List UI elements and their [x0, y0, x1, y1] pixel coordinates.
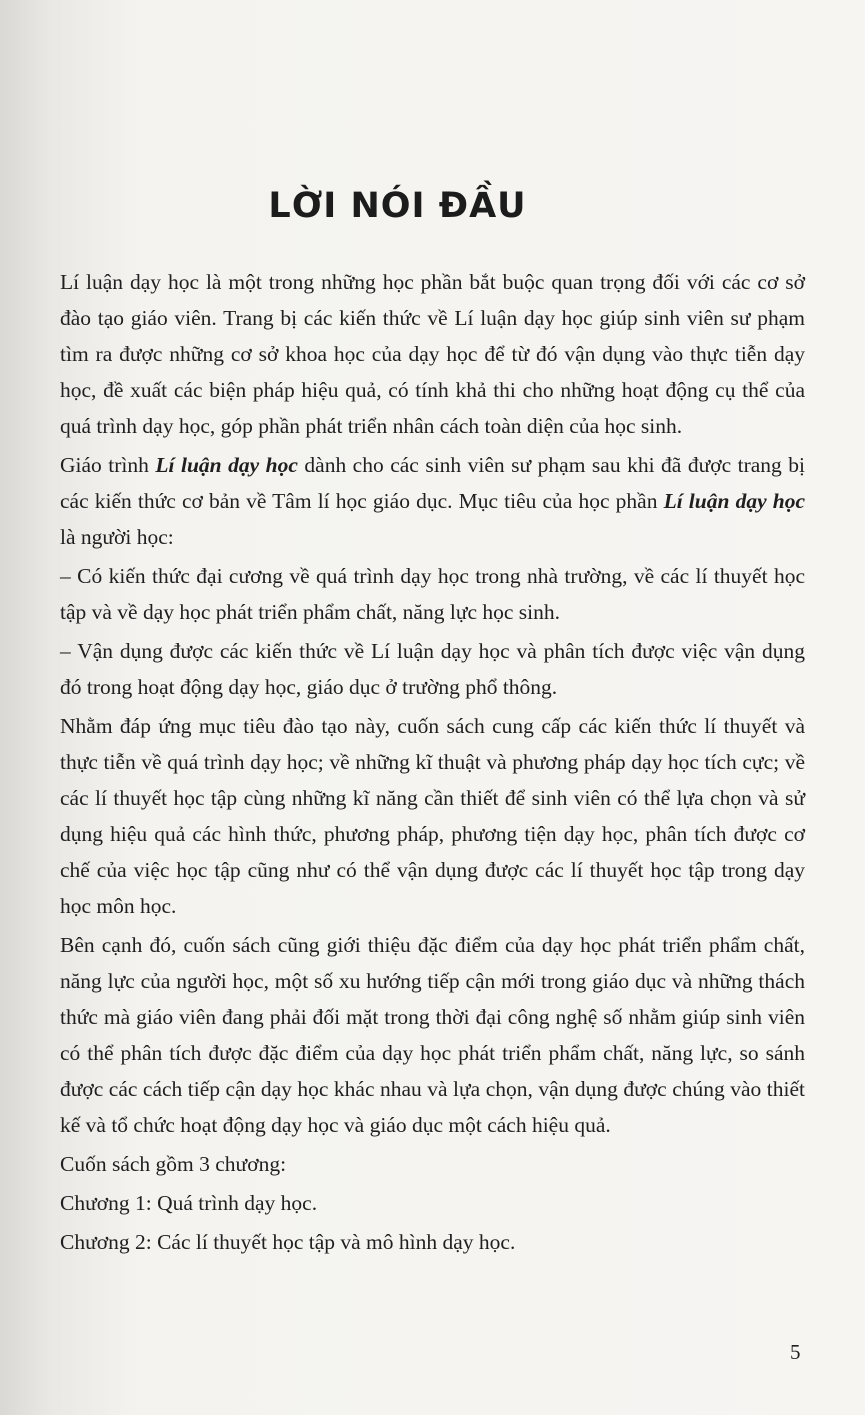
chapter-item-2: Chương 2: Các lí thuyết học tập và mô hình dạy học.	[60, 1230, 516, 1254]
paragraph-textbook	[60, 447, 805, 555]
paragraph-intro: Lí luận dạy học là một trong những học phần bắt buộc quan trọng đối với các cơ sở đào tạo giáo viên. Trang bị các kiến thức về Lí luận dạy học giúp sinh viên sư phạm tìm ra được những cơ sở khoa học của dạy học để từ đó vận dụng vào thực tiễn dạy học, đề xuất các biện pháp hiệu quả, có tính khả thi cho những hoạt động cụ thể của quá trình dạy học, góp phần phát triển nhân cách toàn diện của học sinh.	[60, 270, 805, 438]
page-title: LỜI NÓI ĐẦU	[268, 186, 527, 226]
text-run: là người học:	[60, 525, 174, 549]
body-text	[60, 264, 805, 1263]
page-number: 5	[790, 1340, 801, 1364]
course-title-emphasis: Lí luận dạy học	[663, 489, 805, 513]
text-run: dành cho các sinh viên sư phạm sau khi đã được trang bị các kiến thức cơ bản về Tâm lí học giáo dục. Mục tiêu của học phần	[60, 453, 806, 513]
paragraph-structure: Cuốn sách gồm 3 chương:	[60, 1152, 287, 1176]
paragraph-features: Bên cạnh đó, cuốn sách cũng giới thiệu đặc điểm của dạy học phát triển phẩm chất, năng lực của người học, một số xu hướng tiếp cận mới trong giáo dục và những thách thức mà giáo viên đang phải đối mặt trong thời đại công nghệ số nhằm giúp sinh viên có thể phân tích được đặc điểm của dạy học phát triển phẩm chất, năng lực, so sánh được các cách tiếp cận dạy học khác nhau và lựa chọn, vận dụng được chúng vào thiết kế và tổ chức hoạt động dạy học và giáo dục một cách hiệu quả.	[60, 933, 805, 1137]
chapter-item-1: Chương 1: Quá trình dạy học.	[60, 1191, 318, 1215]
book-title-emphasis: Lí luận dạy học	[155, 453, 298, 477]
paragraph-content: Nhằm đáp ứng mục tiêu đào tạo này, cuốn sách cung cấp các kiến thức lí thuyết và thực tiễn về quá trình dạy học; về những kĩ thuật và phương pháp dạy học tích cực; về các lí thuyết học tập cùng những kĩ năng cần thiết để sinh viên có thể lựa chọn và sử dụng hiệu quả các hình thức, phương pháp, phương tiện dạy học, phân tích được cơ chế của việc học tập cũng như có thể vận dụng được các lí thuyết học tập trong dạy học môn học.	[60, 714, 805, 918]
objective-item-2: – Vận dụng được các kiến thức về Lí luận dạy học và phân tích được việc vận dụng đó trong hoạt động dạy học, giáo dục ở trường phổ thông.	[60, 639, 805, 699]
objective-item-1: – Có kiến thức đại cương về quá trình dạy học trong nhà trường, về các lí thuyết học tập và về dạy học phát triển phẩm chất, năng lực học sinh.	[60, 564, 805, 624]
text-run: Giáo trình	[60, 453, 156, 477]
